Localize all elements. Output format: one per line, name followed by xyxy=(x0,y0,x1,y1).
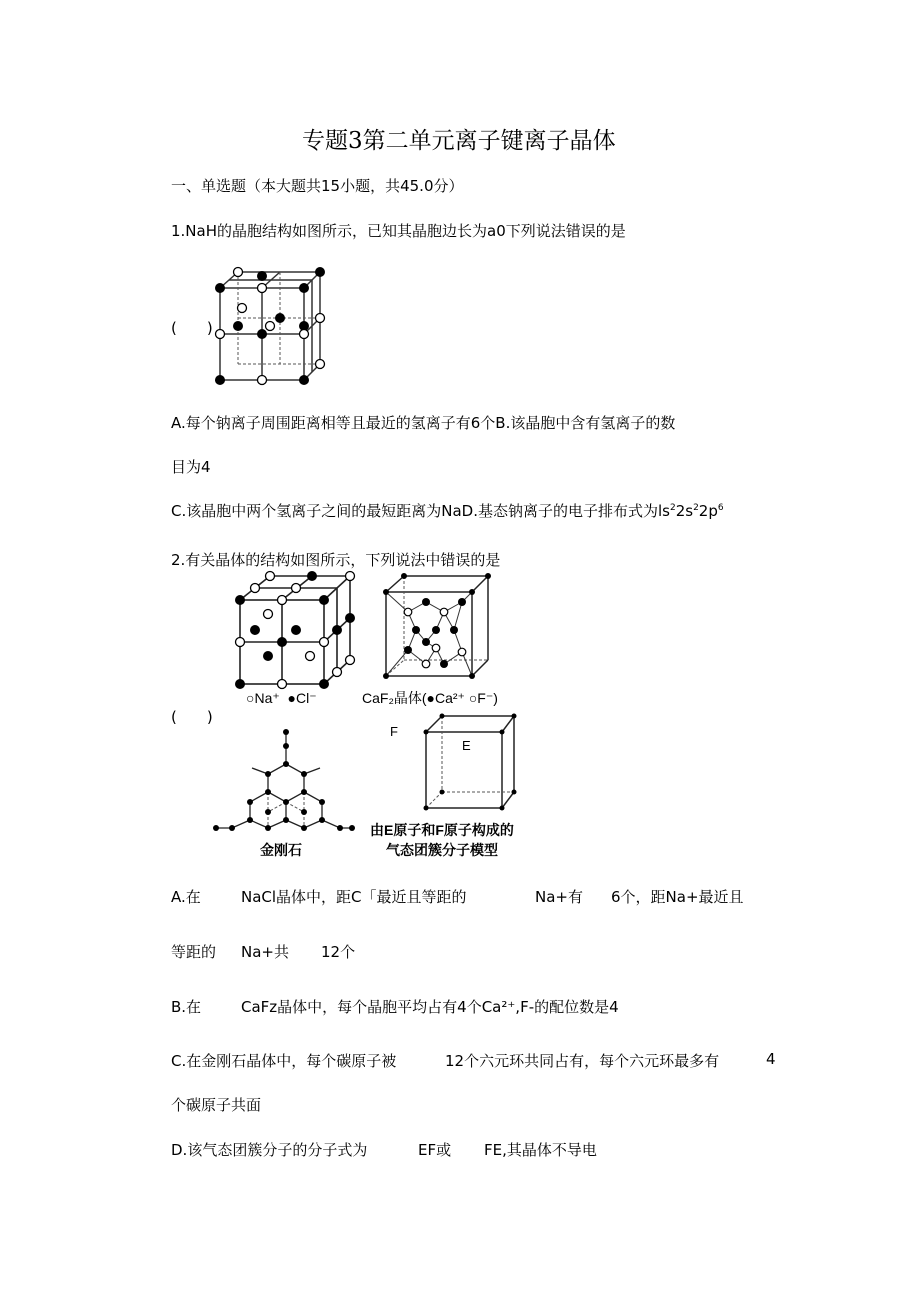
q2-a-l2-p1: 等距的 xyxy=(171,943,217,961)
q1-sup3: 6 xyxy=(717,503,724,513)
q2-c-p3: 4 xyxy=(766,1050,776,1068)
q2-caf2-figure xyxy=(378,572,494,682)
q2-c-p1: C.在金刚石晶体中，每个碳原子被 xyxy=(171,1052,397,1070)
q1-cd-text: C.该晶胞中两个氢离子之间的最短距离为NaD.基态钠离子的电子排布式为ls xyxy=(171,502,670,520)
nacl-legend-na: ○Na⁺ xyxy=(246,690,280,706)
q2-cluster-figure xyxy=(404,712,516,812)
q2-answer-paren: ( ) xyxy=(171,708,213,726)
q2-a-p1: A.在 xyxy=(171,888,201,906)
diamond-caption: 金刚石 xyxy=(260,842,302,858)
q2-b-p1: B.在 xyxy=(171,998,202,1016)
caf2-caption: CaF₂晶体(●Ca²⁺ ○F⁻) xyxy=(362,690,498,706)
q1-answer-paren: ( ) xyxy=(171,319,213,337)
cluster-label-f: F xyxy=(390,724,398,739)
cluster-caption-2: 气态团簇分子模型 xyxy=(386,842,498,858)
q2-diamond-figure xyxy=(212,728,354,836)
q2-a-l2-p2: Na+共 xyxy=(241,943,289,961)
cluster-label-e: E xyxy=(462,738,471,753)
q2-a-p4: 6个，距Na+最近且 xyxy=(611,888,744,906)
q2-a-l2-p3: 12个 xyxy=(321,943,356,961)
q1-cd-text2: 2s xyxy=(675,502,694,520)
page-title: 专题3第二单元离子键离子晶体 xyxy=(302,128,616,154)
q2-a-p3: Na+有 xyxy=(535,888,583,906)
q2-d-p1: D.该气态团簇分子的分子式为 xyxy=(171,1141,368,1159)
q1-option-b-cont: 目为4 xyxy=(171,458,211,476)
nacl-legend-cl: ●Cl⁻ xyxy=(287,690,317,706)
q1-option-c-d xyxy=(171,500,724,521)
nacl-legend xyxy=(246,690,317,707)
q1-option-a-b: A.每个钠离子周围距离相等且最近的氢离子有6个B.该晶胞中含有氢离子的数 xyxy=(171,414,676,432)
q2-d-p2: EF或 xyxy=(418,1141,452,1159)
q2-a-p2: NaCl晶体中，距C「最近且等距的 xyxy=(241,888,467,906)
q2-nacl-figure xyxy=(232,570,354,710)
q1-stem: 1.NaH的晶胞结构如图所示，已知其晶胞边长为a0下列说法错误的是 xyxy=(171,222,626,240)
q2-stem: 2.有关晶体的结构如图所示，下列说法中错误的是 xyxy=(171,551,501,569)
q2-c-l2: 个碳原子共面 xyxy=(171,1096,262,1114)
q1-sup2: 2 xyxy=(693,503,699,513)
q1-nah-cell-figure xyxy=(212,268,324,388)
q2-c-p2: 12个六元环共同占有，每个六元环最多有 xyxy=(445,1052,720,1070)
q1-sup1: 2 xyxy=(669,503,676,513)
q2-d-p3: FE,其晶体不导电 xyxy=(484,1141,597,1159)
section-heading: 一、单选题（本大题共15小题，共45.0分） xyxy=(171,177,464,195)
cluster-caption-1: 由E原子和F原子构成的 xyxy=(370,822,514,838)
q2-b-p2: CaFz晶体中，每个晶胞平均占有4个Ca²⁺,F-的配位数是4 xyxy=(241,998,619,1016)
q1-cd-text3: 2p xyxy=(698,502,718,520)
